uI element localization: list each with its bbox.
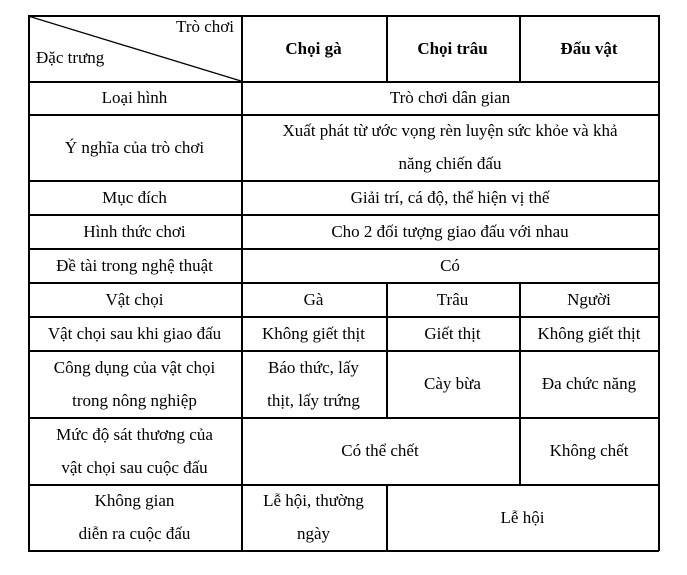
cell-text: Gà	[303, 289, 324, 309]
row-label-text: Vật chọi sau khi giao đấu	[47, 323, 222, 343]
cell-text: năng chiến đấu	[398, 154, 502, 173]
cell-text: Giải trí, cá độ, thể hiện vị thế	[350, 187, 550, 207]
cell-text: thịt, lấy trứng	[267, 390, 360, 410]
table-cell	[241, 350, 386, 417]
row-label	[28, 282, 241, 316]
row-label-text: Loại hình	[101, 88, 168, 107]
table-cell	[241, 484, 386, 550]
table-cell	[519, 350, 659, 417]
table-cell	[241, 180, 659, 214]
row-label	[28, 248, 241, 282]
table-cell	[386, 350, 519, 417]
cell-text: Báo thức, lấy	[268, 357, 359, 377]
header-cell-choi-ga	[241, 15, 386, 81]
table-cell	[519, 316, 659, 350]
cell-text: ngày	[296, 524, 331, 543]
row-label-text: Không gian	[94, 491, 175, 510]
row-label	[28, 484, 241, 550]
cell-text: Có	[440, 255, 460, 275]
table-cell	[241, 214, 659, 248]
cell-text: Không giết thịt	[537, 323, 641, 343]
row-label	[28, 214, 241, 248]
cell-text: Lễ hội, thường	[263, 491, 364, 510]
corner-label-features: Đặc trưng	[36, 48, 105, 67]
table-cell	[241, 282, 386, 316]
row-label-text: Hình thức chơi	[83, 221, 186, 241]
row-label-text: Đề tài trong nghệ thuật	[56, 255, 213, 275]
header-label: Chọi trâu	[417, 38, 488, 58]
cell-text: Không chết	[549, 441, 629, 460]
comparison-table	[28, 15, 659, 551]
cell-text: Không giết thịt	[262, 323, 365, 343]
row-label	[28, 180, 241, 214]
row-label-text: Công dụng của vật chọi	[53, 357, 216, 377]
cell-text: Cho 2 đối tượng giao đấu với nhau	[331, 221, 569, 241]
table-cell	[519, 282, 659, 316]
cell-text: Giết thịt	[424, 323, 481, 343]
table-cell	[241, 316, 386, 350]
row-label	[28, 350, 241, 417]
header-cell-choi-trau	[386, 15, 519, 81]
table-cell	[241, 114, 659, 180]
cell-text: Xuất phát từ ước vọng rèn luyện sức khỏe và khả	[282, 121, 618, 140]
cell-text: Cày bừa	[424, 374, 481, 393]
table-cell	[386, 484, 659, 550]
row-label-text: Mục đích	[102, 187, 167, 207]
table-border-bottom	[28, 550, 659, 552]
row-label	[28, 417, 241, 484]
table-cell	[241, 81, 659, 114]
table-cell	[386, 282, 519, 316]
table-cell	[241, 248, 659, 282]
row-label	[28, 114, 241, 180]
row-label-text: Mức độ sát thương của	[56, 424, 213, 444]
cell-text: Có thể chết	[341, 441, 419, 460]
row-label-text: diễn ra cuộc đấu	[78, 524, 191, 543]
header-label: Đấu vật	[560, 38, 618, 58]
row-label	[28, 316, 241, 350]
cell-text: Lễ hội	[500, 507, 545, 527]
row-label	[28, 81, 241, 114]
row-label-text: Ý nghĩa của trò chơi	[64, 137, 205, 157]
cell-text: Trâu	[436, 289, 469, 309]
row-label-text: Vật chọi	[105, 289, 164, 309]
row-label-text: trong nông nghiệp	[72, 390, 197, 410]
header-label: Chọi gà	[285, 38, 342, 58]
cell-text: Người	[567, 289, 611, 309]
cell-text: Đa chức năng	[541, 374, 637, 393]
cell-text: Trò chơi dân gian	[389, 88, 511, 107]
table-cell	[241, 417, 519, 484]
table-cell	[519, 417, 659, 484]
row-label-text: vật chọi sau cuộc đấu	[61, 457, 208, 477]
header-cell-dau-vat	[519, 15, 659, 81]
table-cell	[386, 316, 519, 350]
corner-label-games: Trò chơi	[176, 17, 234, 36]
